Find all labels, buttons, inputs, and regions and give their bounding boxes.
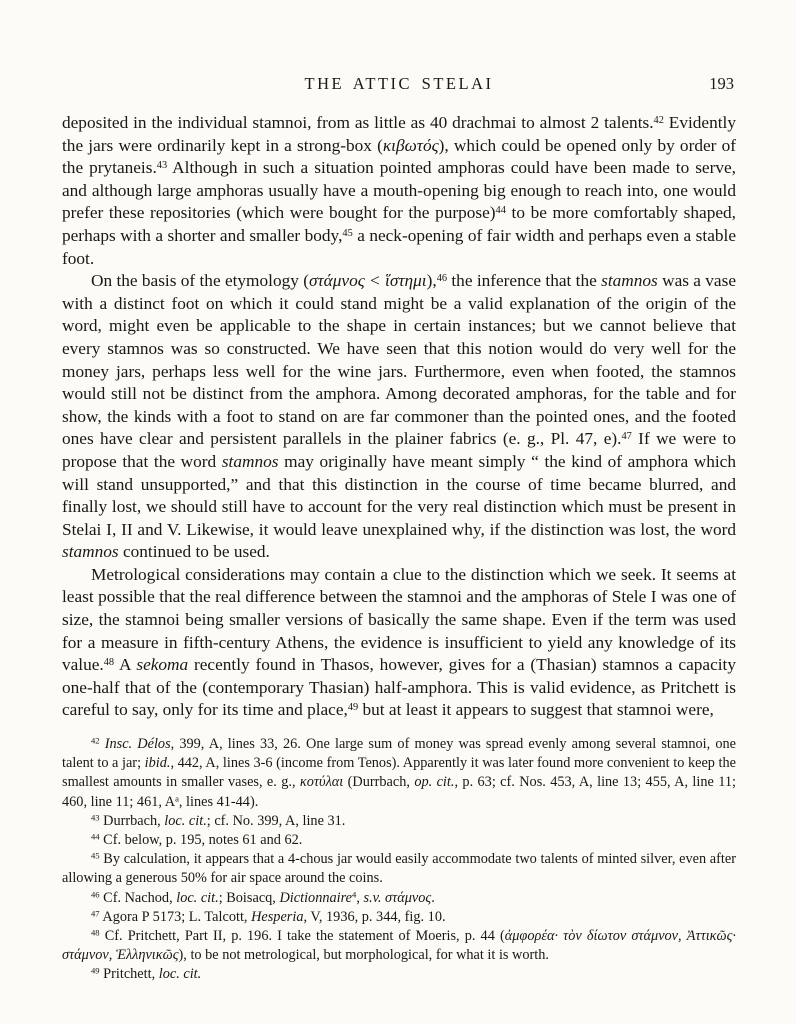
footnote-number: 49 xyxy=(91,966,100,977)
footnote xyxy=(62,850,736,888)
text-run: Durrbach, xyxy=(103,812,165,829)
footnote xyxy=(62,927,736,965)
italic-text: κοτύλαι xyxy=(299,774,344,791)
text-run: ; cf. No. 399, A, line 31. xyxy=(206,812,346,829)
italic-text: loc. cit. xyxy=(158,966,202,983)
italic-text: loc. cit. xyxy=(176,889,219,906)
text-run: to be more comfortably shaped, perhaps with a shorter and smaller body, xyxy=(62,203,736,245)
text-run: On the basis of the etymology ( xyxy=(91,271,309,291)
page-header xyxy=(62,74,736,96)
body-text xyxy=(62,112,736,722)
text-run: (Durrbach, xyxy=(343,774,415,791)
footnote xyxy=(62,735,736,812)
footnote-marker: 48 xyxy=(103,657,115,669)
text-run: , V, 1936, p. 344, fig. 10. xyxy=(303,908,446,925)
italic-text: Insc. Délos xyxy=(104,736,171,753)
paragraph xyxy=(62,112,736,270)
footnote-number: 45 xyxy=(91,850,100,861)
text-run: , 399, A, lines 33, 26. One large sum of money was spread evenly among several stamnoi, one talent to a jar; xyxy=(62,736,736,772)
footnotes xyxy=(62,735,736,985)
text-column xyxy=(62,74,736,985)
italic-text: stamnos xyxy=(62,542,119,562)
footnote xyxy=(62,908,736,927)
text-run: A xyxy=(114,655,137,675)
italic-text: stamnos xyxy=(601,271,658,291)
text-run: Pritchett, xyxy=(103,966,159,983)
footnote-marker: 47 xyxy=(621,431,632,443)
italic-text: Dictionnaire xyxy=(279,889,353,906)
text-run: Cf. below, p. 195, notes 61 and 62. xyxy=(103,832,303,849)
footnote-number: 42 xyxy=(91,735,100,746)
text-run: . xyxy=(431,889,435,906)
text-run: , xyxy=(356,889,364,906)
footnote-marker: 45 xyxy=(342,227,353,239)
italic-text: op. cit. xyxy=(414,774,455,791)
footnote-number: 48 xyxy=(91,927,100,938)
page-number: 193 xyxy=(709,74,734,93)
footnote-superscript: 4 xyxy=(352,889,357,900)
text-run: recently found in Thasos, however, gives for a (Thasian) stamnos a capacity one-half that of the (contemporary Thasian) half-amphora. This is valid evidence, as Pritchett is careful to say, only for its time and place, xyxy=(62,655,736,720)
text-run: Metrological considerations may contain a clue to the distinction which we seek. It seems at least possible that the real difference between the stamnoi and the amphoras of Stele I was one of size, the stamnoi being smaller versions of basically the same shape. Even if the term was used for a measure in fifth-century Athens, the evidence is insufficient to yield any knowledge of its value. xyxy=(62,564,736,675)
running-title: THE ATTIC STELAI xyxy=(304,74,494,93)
footnote xyxy=(62,965,736,984)
text-run: Cf. Pritchett, Part II, p. 196. I take the statement of Moeris, p. 44 ( xyxy=(104,928,505,945)
footnote-marker: 42 xyxy=(653,114,664,126)
text-run: the inference that the xyxy=(447,271,602,291)
text-run: was a vase with a distinct foot on which it could stand might be a valid explanation of the origin of the word, might even be applicable to the shape in certain instances; but we cannot believe that every stamnos was so constructed. We have seen that this notion would do very well for the money jars, perhaps less well for the wine jars. Furthermore, even when footed, the stamnos would still not be distinct from the amphora. Among decorated amphoras, for the table and for show, the kinds with a foot to stand on are far commoner than the pointed ones, and the footed ones have clear and persistent parallels in the plainer fabrics (e. g., Pl. 47, e). xyxy=(62,271,737,449)
footnote-number: 46 xyxy=(91,889,100,900)
footnote-marker: 44 xyxy=(495,205,506,217)
text-run: Cf. Nachod, xyxy=(103,889,177,906)
text-run: but at least it appears to suggest that stamnoi were, xyxy=(358,700,714,720)
text-run: Evidently the jars were ordinarily kept in a strong-box ( xyxy=(62,113,736,155)
footnote xyxy=(62,889,736,908)
footnote-number: 43 xyxy=(91,812,100,823)
paragraph xyxy=(62,564,736,722)
italic-text: στάμνος < ἵστημι xyxy=(308,271,427,291)
text-run: deposited in the individual stamnoi, from as little as 40 drachmai to almost 2 talents. xyxy=(62,113,654,132)
italic-text: sekoma xyxy=(136,655,189,675)
italic-text: ibid. xyxy=(144,755,171,772)
italic-text: κιβωτός xyxy=(382,135,439,155)
text-run: continued to be used. xyxy=(118,542,270,562)
text-run: , 442, A, lines 3-6 (income from Tenos). Apparently it was later found more convenient to keep the smallest amounts in smaller vases, e. g., xyxy=(62,755,736,791)
text-run: If we were to propose that the word xyxy=(62,429,736,471)
text-run: may originally have meant simply “ the kind of amphora which will stand unsupported,” and that this distinction in the course of time became blurred, and finally lost, we should still have to account for the very real distinction which must be present in Stelai I, II and V. Likewise, it would leave unexplained why, if the distinction was lost, the word xyxy=(62,451,736,539)
paragraph xyxy=(62,270,736,564)
text-run: ), to be not metrological, but morphological, for what it is worth. xyxy=(178,947,549,964)
text-run: ), which could be opened only by order of the prytaneis. xyxy=(62,135,736,178)
footnote-marker: 49 xyxy=(347,702,359,714)
text-run: ; Boisacq, xyxy=(218,889,280,906)
text-run: Although in such a situation pointed amphoras could have been made to serve, and although large amphoras usually have a mouth-opening big enough to reach into, one would prefer these repositories (which were bought for the purpose) xyxy=(62,158,736,223)
italic-text: Hesperia xyxy=(251,908,304,925)
italic-text: ἀμφορέα· τὸν δίωτον στάμνον, Ἀττικῶς· στάμνον, Ἑλληνικῶς xyxy=(62,928,736,964)
footnote-number: 44 xyxy=(91,831,100,842)
text-run: ), xyxy=(426,271,437,291)
text-run: Agora P 5173; L. Talcott, xyxy=(102,908,252,925)
footnote-marker: 43 xyxy=(156,160,168,171)
footnote-superscript: a xyxy=(175,793,179,804)
text-run: , lines 41-44). xyxy=(178,793,259,810)
italic-text: stamnos xyxy=(221,451,279,471)
footnote xyxy=(62,831,736,850)
text-run: a neck-opening of fair width and perhaps even a stable foot. xyxy=(62,225,736,268)
text-run: By calculation, it appears that a 4-chous jar would easily accommodate two talents of minted silver, even after allowing a generous 50% for air space around the coins. xyxy=(62,851,736,887)
footnote-marker: 46 xyxy=(436,272,448,284)
footnote xyxy=(62,812,736,831)
text-run: , p. 63; cf. Nos. 453, A, line 13; 455, A, line 11; 460, line 11; 461, A xyxy=(62,774,736,810)
footnote-number: 47 xyxy=(91,908,100,919)
italic-text: s.v. στάμνος xyxy=(363,889,432,906)
italic-text: loc. cit. xyxy=(164,812,207,829)
